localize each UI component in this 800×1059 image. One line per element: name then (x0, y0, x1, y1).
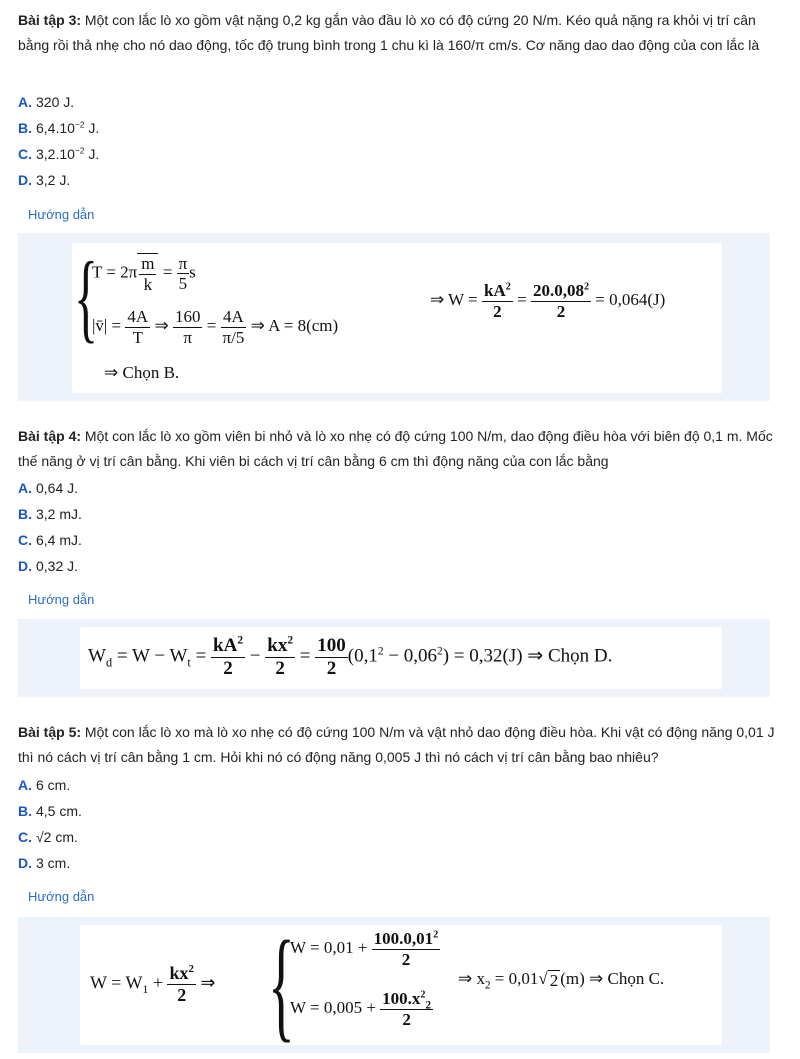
option-text: 0,64 J. (36, 480, 79, 496)
q5-option-c[interactable] (18, 827, 78, 847)
option-unit: J. (84, 120, 100, 136)
sol-text: |v̄| = (92, 315, 122, 335)
sol-num: 100.0,01 (373, 929, 434, 948)
option-text: 320 J. (36, 94, 75, 110)
sol-num: 20.0,08 (532, 281, 584, 300)
sol-text: = (517, 289, 527, 309)
sol-text: = W − W (116, 645, 188, 667)
option-letter: A. (18, 480, 32, 496)
sol-den: 2 (223, 657, 233, 679)
sol-den: 5 (178, 274, 188, 294)
q3-option-b[interactable] (18, 118, 99, 138)
q5-sol-case1: W = 0,01 + $\frac{100.0,01^2}{2}$ (290, 929, 439, 969)
q5-option-b[interactable] (18, 801, 82, 821)
option-text: 3,2.10 (36, 146, 75, 162)
sol-num: 100 (317, 635, 346, 656)
sol-text: ⇒ (154, 315, 169, 335)
option-text: 3 cm. (36, 855, 71, 871)
sol-num: π (178, 253, 188, 273)
option-letter: C. (18, 146, 32, 162)
q5-hint-toggle[interactable]: Hướng dẫn (18, 880, 104, 914)
option-text: 0,32 J. (36, 558, 79, 574)
sol-num: kA (484, 281, 506, 300)
sol-den: 2 (326, 657, 337, 679)
sol-text: (0,1 (347, 645, 378, 667)
sol-text: = (206, 315, 217, 335)
option-letter: A. (18, 94, 32, 110)
q4-option-c[interactable] (18, 530, 82, 550)
option-letter: D. (18, 172, 32, 188)
sol-text: ⇒ (200, 972, 216, 993)
option-letter: D. (18, 558, 32, 574)
q3-sol-line2 (92, 307, 338, 347)
q4-option-a[interactable] (18, 478, 78, 498)
q3-sol-answer: ⇒ Chọn B. (104, 363, 180, 382)
sol-text: ) = 0,32(J) ⇒ Chọn D. (442, 645, 613, 667)
sol-text: W = W (90, 972, 143, 993)
sol-text: − (249, 645, 261, 667)
q4-solution-box (18, 619, 770, 697)
q5-sol-lhs: $W = W_1$ + $\frac{kx^2}{2}$ ⇒ (90, 963, 216, 1005)
option-letter: B. (18, 506, 32, 522)
q3-sol-line1 (92, 253, 196, 294)
sol-den: 2 (401, 949, 411, 969)
option-letter: C. (18, 532, 32, 548)
sol-text: = 0,064(J) (595, 289, 666, 309)
q3-option-d[interactable] (18, 170, 70, 190)
option-letter: C. (18, 829, 32, 845)
option-unit: J. (84, 146, 100, 162)
sol-text: W (88, 645, 106, 667)
q5-sol-result: ⇒ $x_2 = 0,01√$ 2 (m) ⇒ Chọn C. (458, 969, 665, 992)
option-letter: A. (18, 777, 32, 793)
option-text: 4,5 cm. (36, 803, 82, 819)
sol-text: T = 2π (92, 262, 138, 282)
sol-num: 160 (174, 307, 201, 326)
sol-text: = (299, 645, 311, 667)
q5-option-d[interactable] (18, 853, 70, 873)
q5-question (18, 720, 782, 770)
sol-sub: 2 (485, 979, 491, 992)
q3-hint-toggle[interactable]: Hướng dẫn (18, 198, 104, 232)
option-text: 6 cm. (36, 777, 71, 793)
option-text: 3,2 J. (36, 172, 71, 188)
option-text: 6,4 mJ. (36, 532, 82, 548)
sol-den: 2 (275, 657, 285, 679)
sol-num: kx (169, 963, 189, 983)
sol-text: s (189, 262, 196, 282)
q3-solution-box (18, 233, 770, 401)
q4-sol-line: $W_d = W - W_t$ = $\frac{kA^2}{2}$ − $\frac{kx^2}{2}$ = $\frac{100}{2}$ $(0,1^2 - 0,06^2) = 0,32(J)$ ⇒ Chọn D. (88, 634, 613, 679)
option-text: 6,4.10 (36, 120, 75, 136)
option-letter: D. (18, 855, 32, 871)
sol-text: = (195, 645, 207, 667)
q3-sol-energy: ⇒ W = $\frac{kA^2}{2}$ = $\frac{20.0,08^2}{2}$ = 0,064(J) (430, 281, 666, 321)
sol-text: − 0,06 (383, 645, 438, 667)
left-brace: { (74, 241, 98, 352)
sol-den: 2 (493, 301, 502, 321)
sol-text: (m) ⇒ Chọn C. (560, 969, 665, 988)
sol-den: 2 (402, 1009, 411, 1029)
option-letter: B. (18, 803, 32, 819)
sol-text: ⇒ A = 8(cm) (250, 315, 339, 335)
sol-den: T (132, 327, 143, 347)
sol-num: kx (267, 635, 288, 656)
sol-den: k (143, 274, 153, 294)
sol-den: π (183, 327, 192, 347)
option-text: 3,2 mJ. (36, 506, 82, 522)
q3-option-c[interactable] (18, 144, 99, 164)
q4-option-d[interactable] (18, 556, 78, 576)
sol-text: = (162, 262, 173, 282)
sqrt: 2 (549, 970, 559, 990)
sol-num: m (141, 254, 155, 273)
sol-num: 4A (127, 307, 149, 326)
q5-sol-case2: W = 0,005 + $\frac{100.x^2_2}{2}$ (290, 989, 432, 1029)
option-letter: B. (18, 120, 32, 136)
q4-option-b[interactable] (18, 504, 82, 524)
q3-question (18, 8, 782, 58)
q4-question (18, 424, 782, 474)
sol-den: 2 (177, 984, 187, 1005)
q4-hint-toggle[interactable]: Hướng dẫn (18, 583, 104, 617)
q4-solution-image (80, 627, 722, 689)
q4-title: Bài tập 4: (18, 428, 82, 444)
sol-sub: 1 (142, 982, 149, 996)
q3-solution-image (72, 243, 722, 393)
sol-text: + (152, 972, 163, 993)
sol-text: ⇒ x (458, 969, 485, 988)
q4-text: Một con lắc lò xo gồm viên bi nhỏ và lò xo nhẹ có độ cứng 100 N/m, dao động điều hòa với biên độ 0,1 m. Mốc thế năng ở vị trí cân bằng. Khi viên bi cách vị trí cân bằng 6 cm thì động năng của con lắc bằng (18, 428, 773, 469)
option-exponent: −2 (74, 145, 85, 156)
q3-option-a[interactable] (18, 92, 74, 112)
sol-sub: t (187, 655, 191, 670)
q3-text: Một con lắc lò xo gồm vật nặng 0,2 kg gắn vào đầu lò xo có độ cứng 20 N/m. Kéo quả nặng ra khỏi vị trí cân bằng rồi thả nhẹ cho nó dao động, tốc độ trung bình trong 1 chu kì là 160/π cm/s. Cơ năng dao dao động của con lắc là (18, 12, 760, 53)
q5-text: Một con lắc lò xo mà lò xo nhẹ có độ cứng 100 N/m và vật nhỏ dao động điều hòa. Khi vật có động năng 0,01 J thì nó cách vị trí cân bằng 1 cm. Hỏi khi nó có động năng 0,005 J thì nó cách vị trí cân bằng bao nhiêu? (18, 724, 775, 765)
option-exponent: −2 (74, 119, 85, 130)
sol-num: 100.x (382, 989, 421, 1008)
sqrt (137, 253, 158, 294)
sol-sub: d (105, 655, 113, 670)
sol-num: 4A (221, 307, 247, 328)
sol-text: = 0,01 (494, 969, 539, 988)
sol-den: 2 (556, 301, 566, 321)
option-text: √2 cm. (36, 829, 78, 845)
q5-title: Bài tập 5: (18, 724, 82, 740)
q5-option-a[interactable] (18, 775, 70, 795)
right-brace: { (268, 916, 295, 1053)
sol-text: ⇒ W = (430, 289, 478, 309)
sol-text: W = 0,01 + (290, 937, 368, 957)
sol-num: kA (213, 635, 238, 656)
q5-solution-box (18, 917, 770, 1053)
q5-solution-image (80, 916, 722, 1053)
sol-text: W = 0,005 + (290, 997, 376, 1017)
q3-title: Bài tập 3: (18, 12, 82, 28)
sol-den: π/5 (222, 327, 245, 347)
